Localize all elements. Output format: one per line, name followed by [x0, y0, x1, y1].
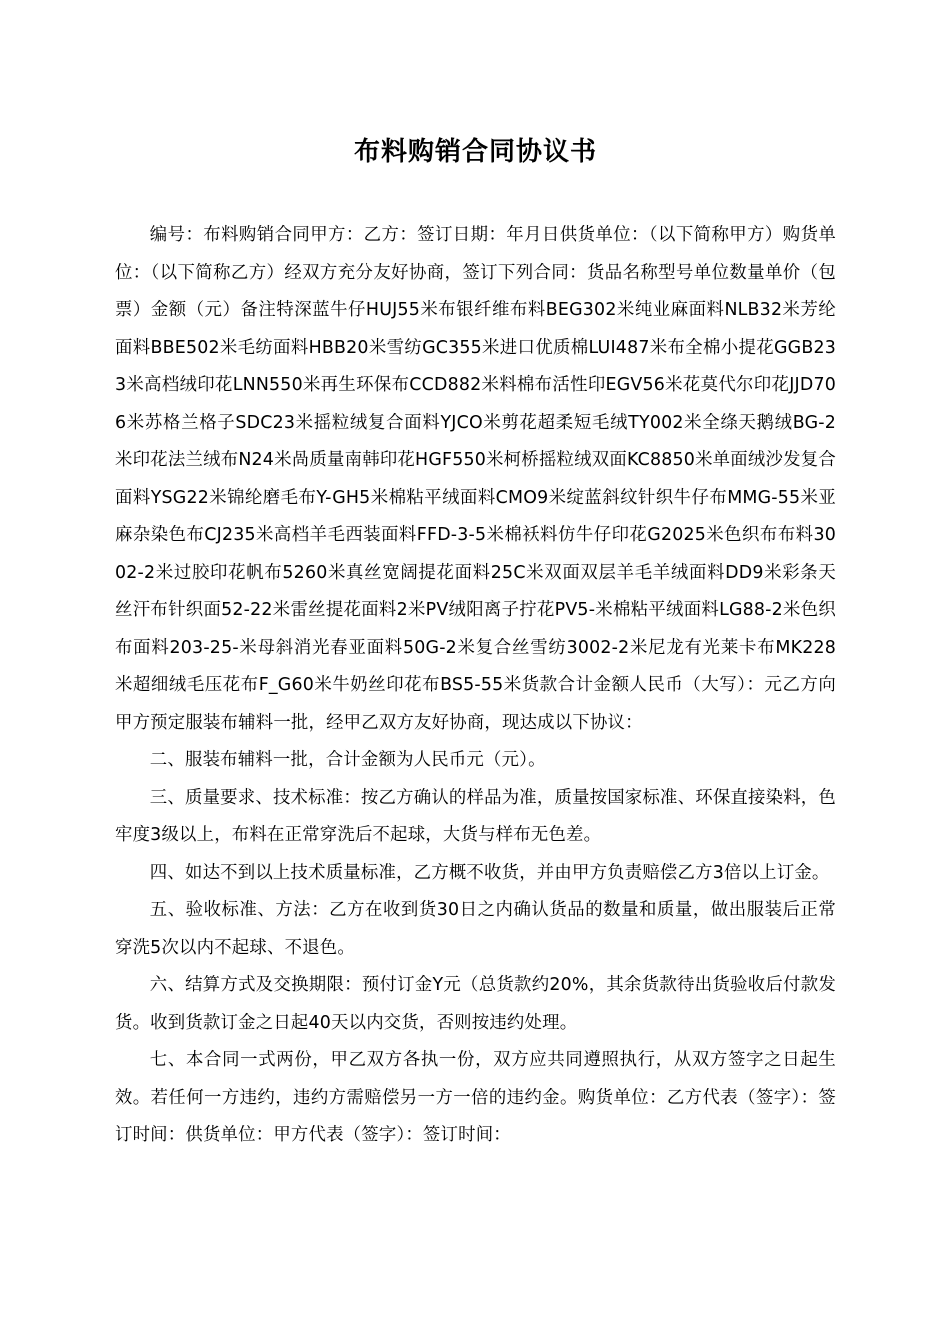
paragraph-clause-3: 三、质量要求、技术标准：按乙方确认的样品为准，质量按国家标准、环保直接染料，色牢度3级以上，布料在正常穿洗后不起球，大货与样布无色差。	[115, 787, 836, 845]
document-body	[115, 217, 836, 1155]
paragraph-clause-4: 四、如达不到以上技术质量标准，乙方概不收货，并由甲方负责赔偿乙方3倍以上订金。	[149, 862, 830, 883]
paragraph-clause-2: 二、服装布辅料一批，合计金额为人民币元（元）。	[149, 750, 546, 770]
document-title: 布料购销合同协议书	[353, 137, 597, 167]
paragraph-intro: 编号：布料购销合同甲方：乙方：签订日期：年月日供货单位：（以下简称甲方）购货单位：（以下简称乙方）经双方充分友好协商，签订下列合同：货品名称型号单位数量单价（包票）金额（元）备注特深蓝牛仔HUJ55米布银纤维布料BEG302米纯业麻面料NLB32米芳纶面料BBE502米毛纺面料HBB20米雪纺GC355米进口优质棉LUI487米布全棉小提花GGB233米高档绒印花LNN550米再生环保布CCD882米料棉布活性印EGV56米花莫代尔印花JJD706米苏格兰格子SDC23米摇粒绒复合面料YJCO米剪花超柔短毛绒TY002米全绦天鹅绒BG-2米印花法兰绒布N24米咼质量南韩印花HGF550米柯桥摇粒绒双面KC8850米单面绒沙发复合面料YSG22米锦纶磨毛布Y-GH5米棉粘平绒面料CMO9米绽蓝斜纹针织牛仔布MMG-55米亚麻杂染色布CJ235米高档羊毛西装面料FFD-3-5米棉袄料仿牛仔印花G2025米色织布布料3002-2米过胶印花帆布5260米真丝宽阔提花面料25C米双面双层羊毛羊绒面料DD9米彩条天丝汗布针织面52-22米雷丝提花面料2米PV绒阳离子拧花PV5-米棉粘平绒面料LG88-2米色织布面料203-25-米母斜消光春亚面料50G-2米复合丝雪纺3002-2米尼龙有光莱卡布MK228米超细绒毛压花布F_G60米牛奶丝印花布BS5-55米货款合计金额人民币（大写）：元乙方向甲方预定服装布辅料一批，经甲乙双方友好协商，现达成以下协议：	[115, 225, 836, 733]
paragraph-clause-7: 七、本合同一式两份，甲乙双方各执一份，双方应共同遵照执行，从双方签字之日起生效。若任何一方违约，违约方需赔偿另一方一倍的违约金。购货单位：乙方代表（签字）：签订时间：供货单位：甲方代表（签字）：签订时间：	[115, 1050, 836, 1145]
paragraph-clause-5: 五、验收标准、方法：乙方在收到货30日之内确认货品的数量和质量，做出服装后正常穿洗5次以内不起球、不退色。	[115, 900, 836, 958]
paragraph-clause-6: 六、结算方式及交换期限：预付订金Y元（总货款约20%，其余货款待出货验收后付款发货。收到货款订金之日起40天以内交货，否则按违约处理。	[115, 975, 836, 1033]
